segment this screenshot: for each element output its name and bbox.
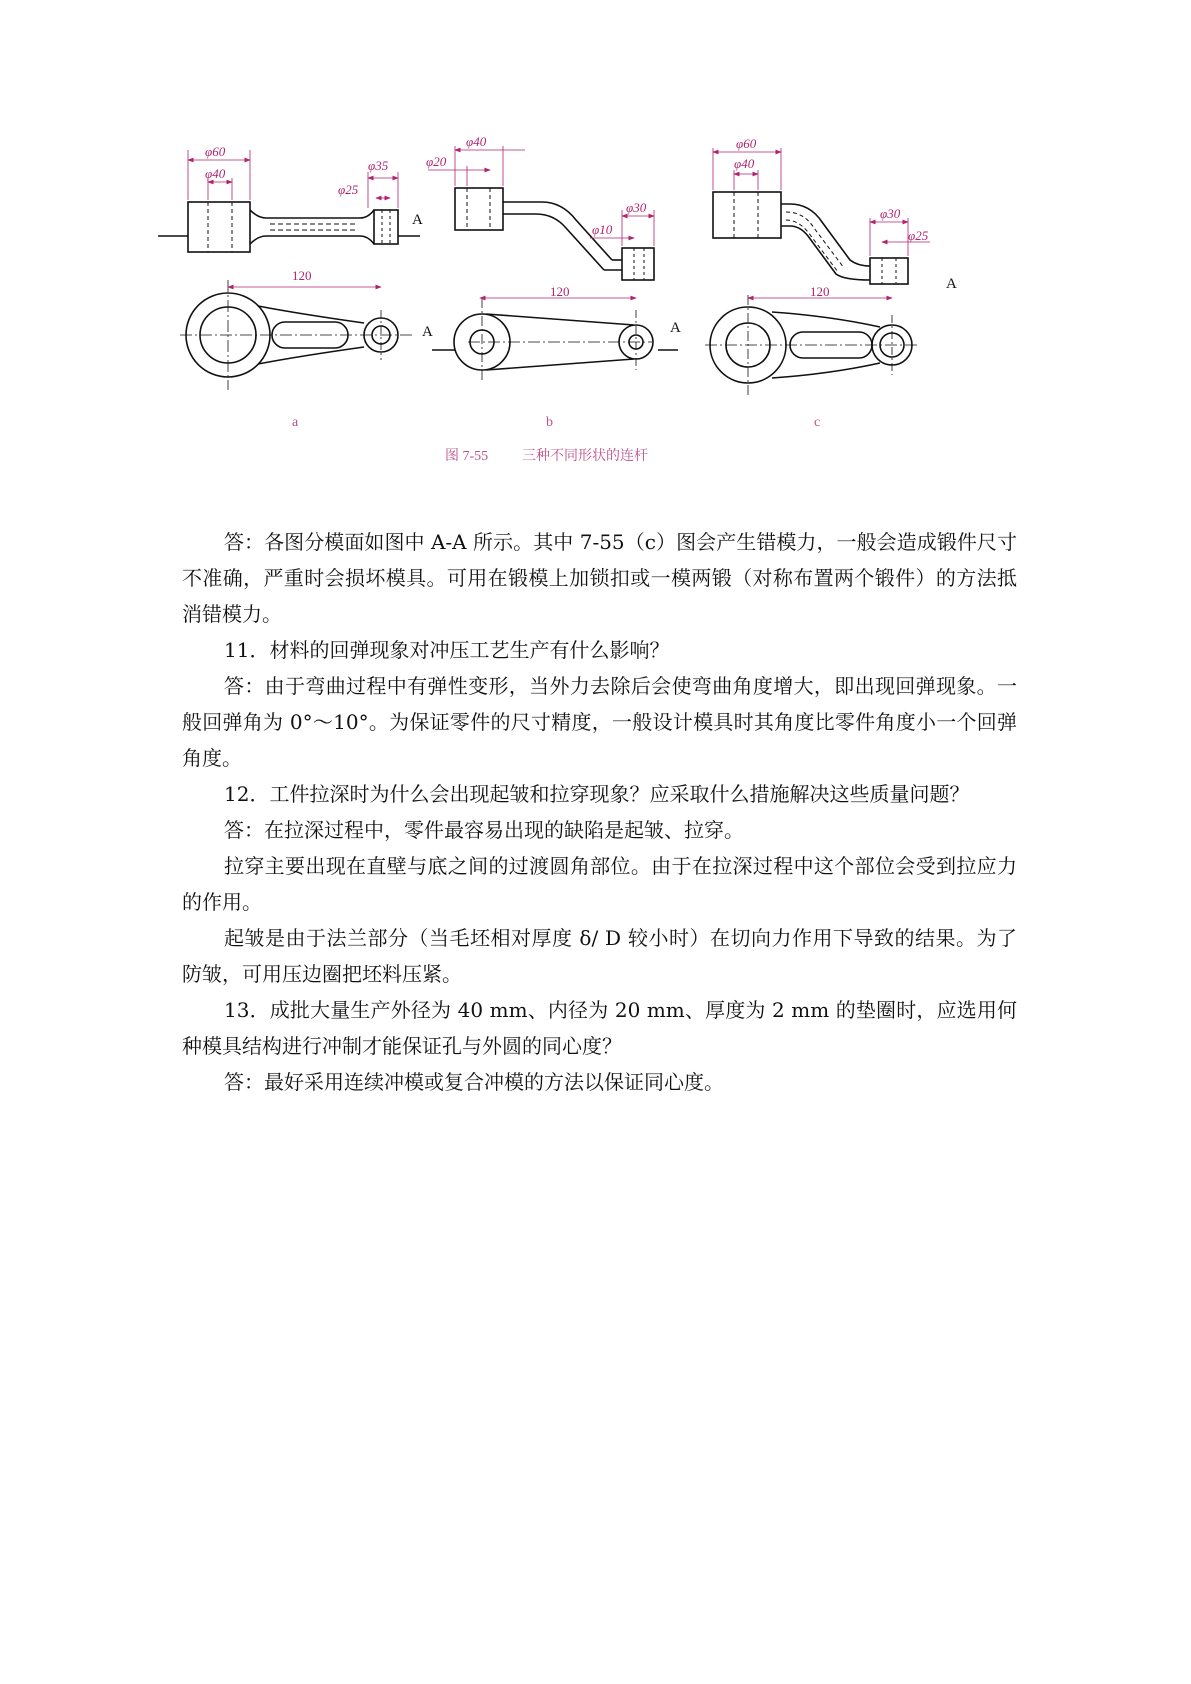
dim-a-phi40: φ40: [205, 166, 226, 181]
dim-c-phi60: φ60: [736, 136, 757, 151]
section-b-left: A: [422, 324, 433, 340]
paragraph-answer-12c: 起皱是由于法兰部分（当毛坯相对厚度 δ/ D 较小时）在切向力作用下导致的结果。为了防皱，可用压边圈把坯料压紧。: [182, 926, 1017, 986]
dim-b-phi20: φ20: [426, 154, 447, 169]
connecting-rod-figure: [150, 130, 1050, 490]
section-c: A: [946, 276, 957, 292]
figure-caption-text: 三种不同形状的连杆: [522, 449, 648, 464]
paragraph-answer-13: 答：最好采用连续冲模或复合冲模的方法以保证同心度。: [224, 1070, 724, 1094]
dim-c-120: 120: [810, 284, 830, 299]
section-a: A: [412, 212, 423, 228]
sublabel-c: c: [814, 415, 821, 430]
dim-c-phi30: φ30: [880, 206, 901, 221]
dim-c-phi25: φ25: [908, 228, 929, 243]
dim-b-phi10: φ10: [592, 222, 613, 237]
sublabel-a: a: [292, 415, 299, 430]
dim-a-phi60: φ60: [205, 144, 226, 159]
figure-drawing: [150, 130, 1050, 490]
paragraph-answer-11: 答：由于弯曲过程中有弹性变形，当外力去除后会使弯曲角度增大，即出现回弹现象。一般回弹角为 0°～10°。为保证零件的尺寸精度，一般设计模具时其角度比零件角度小一个回弹角度。: [182, 674, 1017, 770]
dim-c-phi40: φ40: [734, 156, 755, 171]
rod-b-dims: [428, 146, 654, 298]
question-13: 13．成批大量生产外径为 40 mm、内径为 20 mm、厚度为 2 mm 的垫圈时，应选用何种模具结构进行冲制才能保证孔与外圆的同心度？: [182, 998, 1017, 1058]
rod-a: [158, 202, 420, 390]
sublabel-b: b: [546, 415, 553, 430]
dim-a-phi35: φ35: [368, 158, 389, 173]
figure-caption-number: 图 7-55: [445, 449, 489, 464]
dim-a-phi25: φ25: [338, 182, 359, 197]
dim-b-120: 120: [550, 284, 570, 299]
question-12: 12．工件拉深时为什么会出现起皱和拉穿现象？应采取什么措施解决这些质量问题？: [224, 782, 970, 806]
dim-a-120: 120: [292, 268, 312, 283]
paragraph-answer-12a: 答：在拉深过程中，零件最容易出现的缺陷是起皱、拉穿。: [224, 818, 744, 842]
paragraph-answer-10: 答：各图分模面如图中 A-A 所示。其中 7-55（c）图会产生错模力，一般会造成锻件尺寸不准确，严重时会损坏模具。可用在锻模上加锁扣或一模两锻（对称布置两个锻件）的方法抵消错模力。: [182, 530, 1017, 626]
dim-b-phi30: φ30: [626, 200, 647, 215]
question-11: 11．材料的回弹现象对冲压工艺生产有什么影响？: [224, 638, 670, 662]
paragraph-answer-12b: 拉穿主要出现在直壁与底之间的过渡圆角部位。由于在拉深过程中这个部位会受到拉应力的作用。: [182, 854, 1017, 914]
dim-b-phi40: φ40: [466, 134, 487, 149]
section-b-right: A: [670, 320, 681, 336]
body-text: [182, 524, 1017, 1100]
